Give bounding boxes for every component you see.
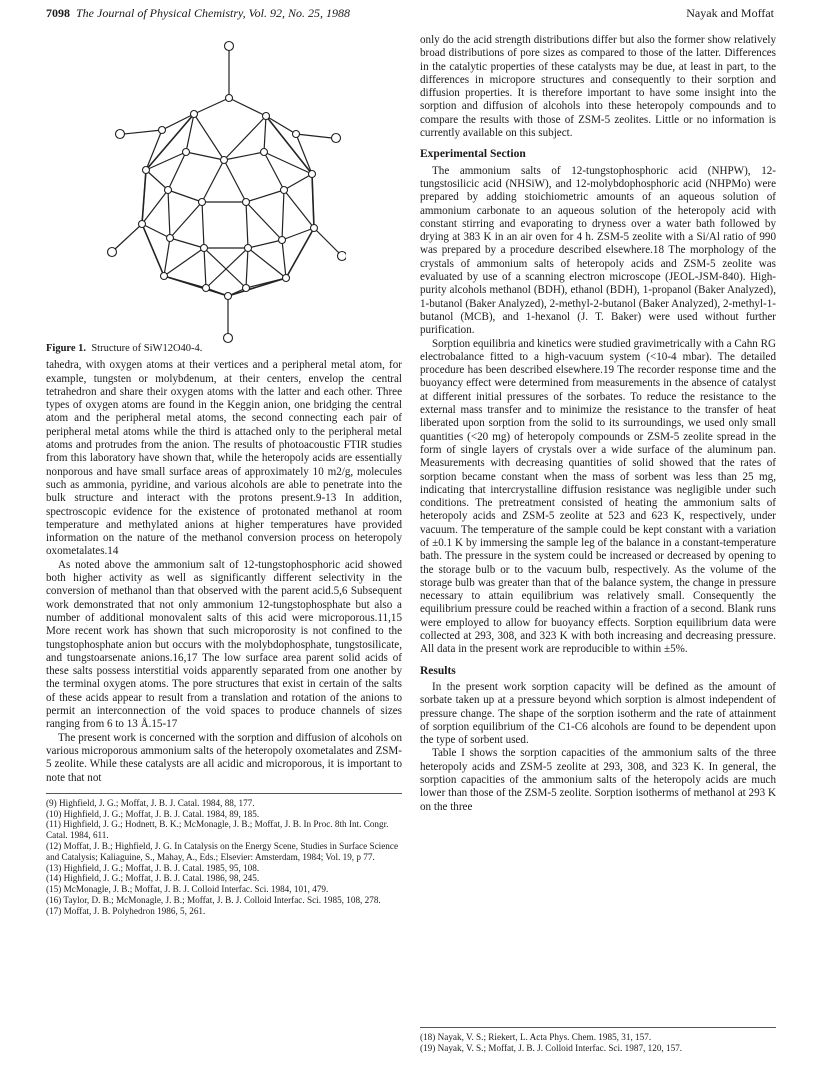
left-paragraph-2: As noted above the ammonium salt of 12-tungstophosphoric acid showed both higher activity as well as significantly different selectivity in the conversion of methanol than that observed with the parent acid.5,6 Subsequent work demonstrated that not only ammonium 12-tungstophosphate but also a number of additional monovalent salts of this acid were microporous.11,15 More recent work has shown that such microporosity is not confined to the tungstophosphate anion but occurs with the molybdophosphate, tungstosilicate, and tungstoarsenate anions.16,17 The low surface area parent solid acids of these salts possess interstitial voids apparently separated from one another by the terminal oxygen atoms. The pore structures that exist in certain of the salts of these acids appear to result from a translation and rotation of the anions to permit an interconnection of the void spaces to produce channels of sizes ranging from 6 to 13 Å.15-17 [46, 558, 402, 731]
reference-item: (13) Highfield, J. G.; Moffat, J. B. J. Catal. 1985, 95, 108. [46, 862, 260, 873]
reference-item: (12) Moffat, J. B.; Highfield, J. G. In Catalysis on the Energy Scene, Studies in Surface Science and Catalysis; Kaliaguine, S., Mahay, A., Eds.; Elsevier: Amsterdam, 1984; Vol. 19, p 77. [46, 840, 399, 862]
reference-item: (16) Taylor, D. B.; McMonagle, J. B.; Moffat, J. B. J. Colloid Interfac. Sci. 1985, 108, 278. [46, 894, 381, 905]
experimental-heading: Experimental Section [420, 148, 526, 161]
experimental-paragraph-1: The ammonium salts of 12-tungstophosphoric acid (NHPW), 12-tungstosilicic acid (NHSiW), and 12-molybdophosphoric acid (NHPMo) were prepared by adding stoichiometric amounts of an aqueous solution of ammonium carbonate to an aqueous solution of the heteropoly acid with constant stirring and evaporating to dryness over a water bath followed by drying at 383 K in an air oven for 4 h. ZSM-5 zeolite with a Si/Al ratio of 990 was prepared by a procedure described elsewhere.18 The morphology of the crystals of ammonium salts of heteropoly acids and ZSM-5 zeolite was evaluated by use of a scanning electron microscope (JEOL-JSM-840). High-purity alcohols methanol (BDH), ethanol (BDH), 1-propanol (Baker Analyzed), 1-butanol (Baker Analyzed), 2-methyl-2-butanol (Baker Analyzed), 2-methyl-1-butanol (MCB), and 1-hexanol (J. T. Baker) were used without further purification. [420, 164, 776, 337]
results-paragraph-1: In the present work sorption capacity will be defined as the amount of sorbate taken up at a pressure beyond which sorption is almost independent of pressure change. The shape of the sorption isotherm and the rate of attainment of sorption equilibrium of the C1-C6 alcohols are found to be dependent upon the type of sorbent used. [420, 680, 776, 747]
header-left [46, 6, 350, 21]
results-heading: Results [420, 664, 456, 677]
page-number: 7098 [46, 6, 70, 20]
left-paragraph-3: The present work is concerned with the sorption and diffusion of alcohols on various microporous ammonium salts of the heteropoly oxometalates and ZSM-5 zeolite. While these catalysts are all acidic and microporous, it is important to note that not [46, 731, 402, 784]
reference-item: (11) Highfield, J. G.; Hodnett, B. K.; McMonagle, J. B.; Moffat, J. B. In Proc. 8th Int. Congr. Catal. 1984, 611. [46, 819, 389, 841]
figure-caption-label: Figure 1. [46, 343, 87, 354]
reference-item: (10) Highfield, J. G.; Moffat, J. B. J. Catal. 1984, 89, 185. [46, 808, 260, 819]
right-column [420, 34, 776, 814]
reference-item: (17) Moffat, J. B. Polyhedron 1986, 5, 261. [46, 905, 206, 916]
header-authors: Nayak and Moffat [686, 6, 774, 20]
reference-item: (19) Nayak, V. S.; Moffat, J. B. J. Colloid Interfac. Sci. 1987, 120, 157. [420, 1042, 683, 1053]
running-header [46, 6, 774, 24]
journal-citation: The Journal of Physical Chemistry, Vol. 92, No. 25, 1988 [76, 6, 350, 20]
reference-item: (14) Highfield, J. G.; Moffat, J. B. J. Catal. 1986, 98, 245. [46, 873, 260, 884]
reference-item: (9) Highfield, J. G.; Moffat, J. B. J. Catal. 1984, 88, 177. [46, 797, 255, 808]
experimental-paragraph-2: Sorption equilibria and kinetics were studied gravimetrically with a Cahn RG electrobalance fitted to a high-vacuum system (<10-4 mbar). The detailed procedure has been described elsewhere.19 The recorder response time and the buoyancy effect were determined from measurements in the absence of catalyst at different initial pressures of the sorbates. To reduce the resistance to the external mass transfer and to minimize the resistance to the transfer of heat liberated upon sorption from the solid to its surroundings, we used only small quantities (<20 mg) of heteropoly compounds or ZSM-5 zeolite spread in the form of single layers of crystals over a wide surface of the aluminum pan. Measurements with decreasing quantities of solid showed that the rates of sorption became constant when the mass of sorbent was less than 25 mg, indicating that intercrystalline diffusion resistance was negligible under such conditions. The pretreatment consisted of heating the ammonium salts of heteropoly acids and ZSM-5 zeolite at 523 and 623 K, respectively, under vacuum. The temperature of the sample could be kept constant with a variation of ±0.1 K by immersing the sample leg of the balance in a constant-temperature bath. The pressure in the system could be increased or decreased by opening to the storage bulb or to the vacuum bulb, respectively. As the volume of the storage bulb was greater than that of the balance system, the change in pressure necessary to attain equilibrium was relatively small. Consequently the equilibrium pressure could be reached within a fraction of a second. Blank runs were employed to allow for buoyancy effects. Sorption equilibrium data were collected at 293, 308, and 323 K with both increasing and decreasing pressure. All data in the present work are reproducible to within ±5%. [420, 337, 776, 656]
figure-1 [46, 34, 402, 352]
right-intro-paragraph: only do the acid strength distributions differ but also the former show relatively broad distributions of pore sizes as compared to those of the latter. Differences in the catalytic properties of these catalysts may be due, at least in part, to the differences in micropore structures and consequently to their sorption and diffusion properties. It is therefore important to have some insight into the sorption and diffusion of alcohols into these heteropoly compounds and to compare the results with those of ZSM-5 zeolites. Little or no information is currently available on this subject. [420, 34, 776, 140]
reference-item: (18) Nayak, V. S.; Riekert, L. Acta Phys. Chem. 1985, 31, 157. [420, 1032, 652, 1042]
reference-item: (15) McMonagle, J. B.; Moffat, J. B. J. Colloid Interfac. Sci. 1984, 101, 479. [46, 884, 329, 895]
results-paragraph-2: Table I shows the sorption capacities of the ammonium salts of the three heteropoly acids and ZSM-5 zeolite at 293, 308, and 323 K. In general, the sorption capacities of the ammonium salts of the heteropoly acids are much lower than those of the ZSM-5 zeolite. Sorption isotherms of methanol at 293 K on the three [420, 747, 776, 813]
right-references [420, 1027, 776, 1054]
left-column [46, 34, 402, 917]
left-references [46, 793, 402, 917]
left-paragraph-1: tahedra, with oxygen atoms at their vertices and a peripheral metal atom, for example, tungsten or molybdenum, at their centers, envelop the central tetrahedron and share their oxygen atoms with the latter and each other. Three types of oxygen atoms are found in the Keggin anion, one bridging the central atom and the peripheral metal atoms, the second connecting each pair of peripheral metal atoms while the third is attached only to the peripheral metal atoms and protrudes from the anion. The results of photoacoustic FTIR studies from this laboratory have shown that, while the heteropoly acids are essentially nonporous and have small surface areas of approximately 10 m2/g, molecules such as ammonia, pyridine, and various alcohols are able to penetrate into the bulk structure and interact with the protons present.9-13 In addition, spectroscopic evidence for the existence of protonated methanol at room temperature and methylated anions at higher temperatures have provided information on the nature of the methanol conversion process on heteropoly oxometalates.14 [46, 359, 402, 558]
figure-caption-text: Structure of SiW12O40-4. [91, 343, 203, 354]
keggin-structure-diagram [106, 34, 346, 346]
